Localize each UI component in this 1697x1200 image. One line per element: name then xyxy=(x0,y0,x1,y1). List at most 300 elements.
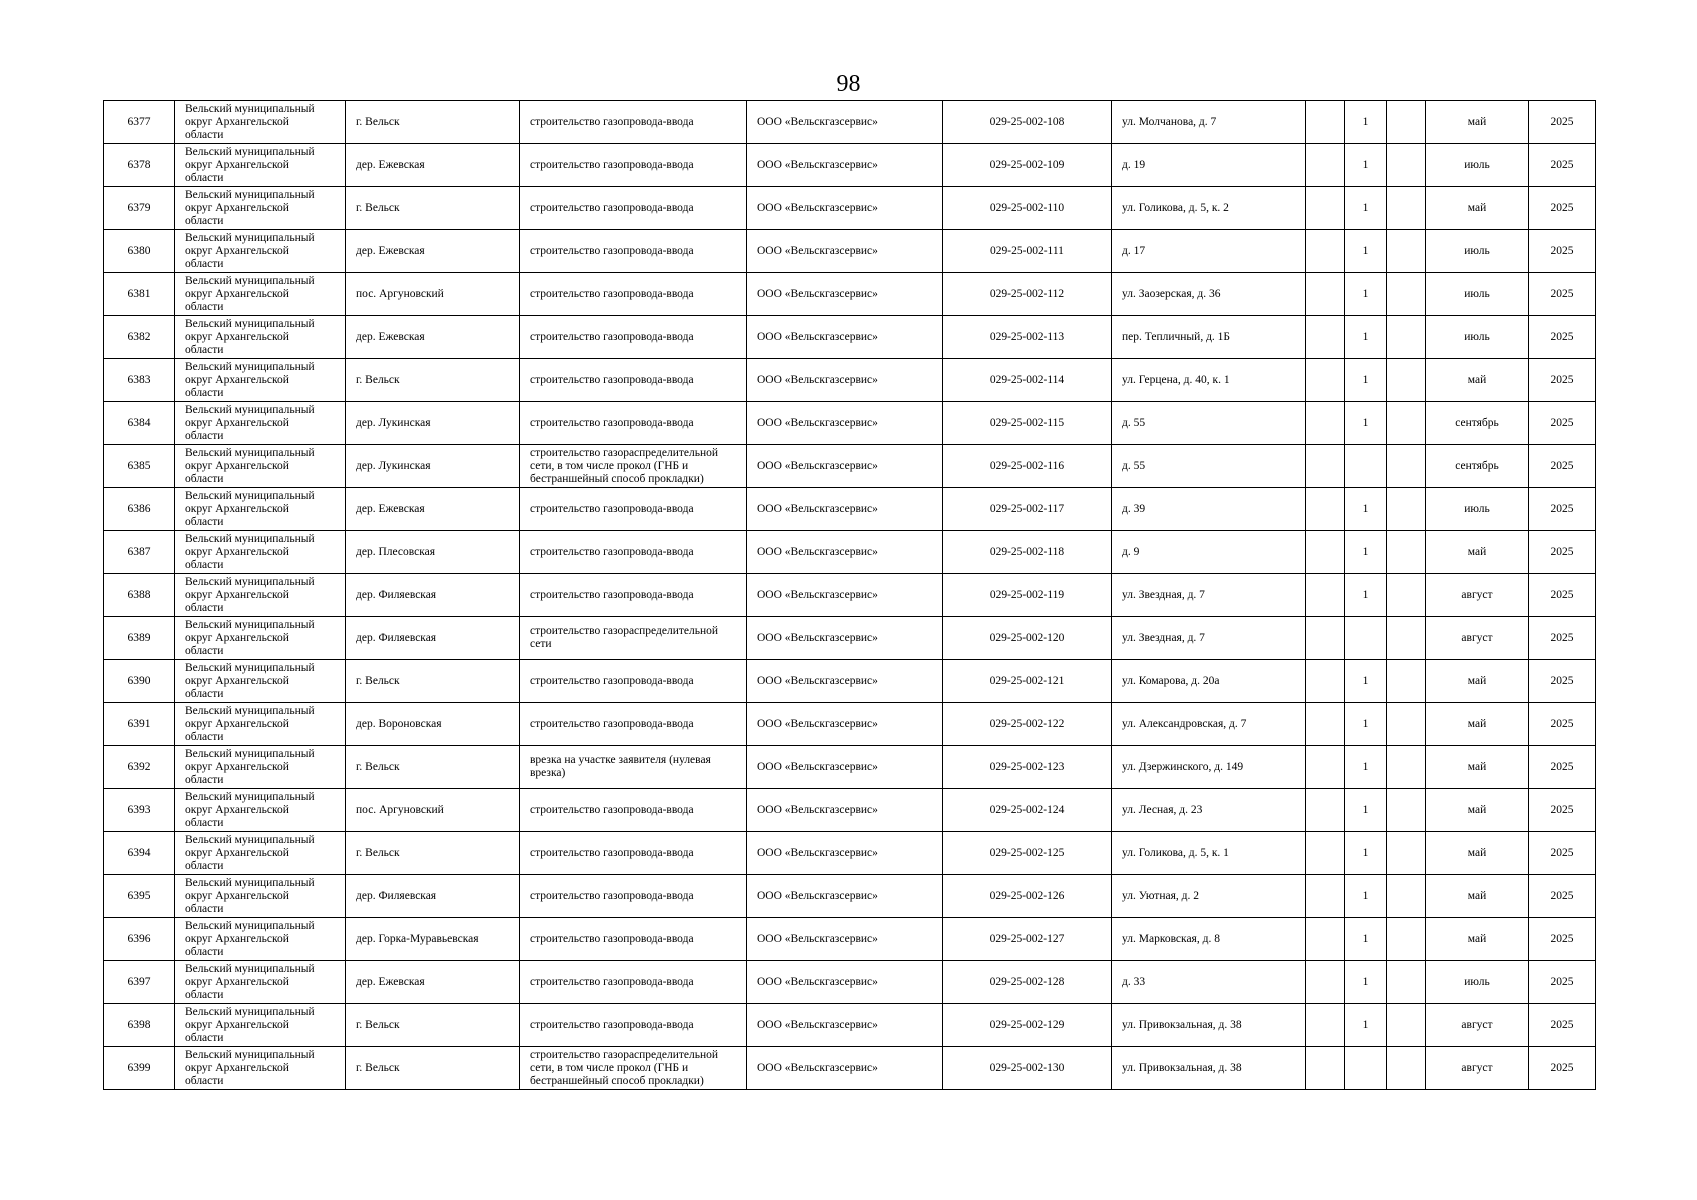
empty-cell xyxy=(1387,273,1426,316)
quantity-cell xyxy=(1345,1047,1387,1090)
district-cell xyxy=(175,961,346,1004)
row-number: 6381 xyxy=(104,273,175,316)
quantity-cell: 1 xyxy=(1345,574,1387,617)
district-line: Вельский муниципальный xyxy=(185,360,315,373)
district-line: округ Архангельской xyxy=(185,373,289,386)
table-row xyxy=(104,832,1596,875)
quantity-cell: 1 xyxy=(1345,961,1387,1004)
quantity-cell: 1 xyxy=(1345,832,1387,875)
code-cell: 029-25-002-117 xyxy=(943,488,1112,531)
district-line: Вельский муниципальный xyxy=(185,188,315,201)
table-row xyxy=(104,273,1596,316)
address-cell: д. 55 xyxy=(1112,445,1306,488)
year-cell: 2025 xyxy=(1529,273,1596,316)
row-number: 6398 xyxy=(104,1004,175,1047)
row-number: 6380 xyxy=(104,230,175,273)
district-cell xyxy=(175,832,346,875)
table-row xyxy=(104,187,1596,230)
registry-table xyxy=(103,100,1596,1090)
district-line: Вельский муниципальный xyxy=(185,704,315,717)
work-type-cell: строительство газопровода-ввода xyxy=(520,961,747,1004)
month-cell: май xyxy=(1426,359,1529,402)
district-line: области xyxy=(185,730,224,743)
district-line: области xyxy=(185,343,224,356)
organization-cell: ООО «Вельскгазсервис» xyxy=(747,359,943,402)
address-cell: ул. Привокзальная, д. 38 xyxy=(1112,1047,1306,1090)
year-cell: 2025 xyxy=(1529,488,1596,531)
month-cell: май xyxy=(1426,832,1529,875)
empty-cell xyxy=(1387,746,1426,789)
code-cell: 029-25-002-114 xyxy=(943,359,1112,402)
code-cell: 029-25-002-124 xyxy=(943,789,1112,832)
quantity-cell: 1 xyxy=(1345,789,1387,832)
settlement-cell: дер. Ежевская xyxy=(346,488,520,531)
month-cell: август xyxy=(1426,1004,1529,1047)
empty-cell xyxy=(1306,703,1345,746)
district-line: округ Архангельской xyxy=(185,201,289,214)
district-line: округ Архангельской xyxy=(185,158,289,171)
month-cell: май xyxy=(1426,746,1529,789)
settlement-cell: дер. Филяевская xyxy=(346,574,520,617)
month-cell: май xyxy=(1426,789,1529,832)
work-type-cell: строительство газопровода-ввода xyxy=(520,144,747,187)
year-cell: 2025 xyxy=(1529,746,1596,789)
district-line: округ Архангельской xyxy=(185,416,289,429)
district-line: Вельский муниципальный xyxy=(185,962,315,975)
year-cell: 2025 xyxy=(1529,316,1596,359)
row-number: 6386 xyxy=(104,488,175,531)
district-line: Вельский муниципальный xyxy=(185,102,315,115)
district-line: области xyxy=(185,816,224,829)
empty-cell xyxy=(1306,273,1345,316)
table-body xyxy=(104,101,1596,1090)
code-cell: 029-25-002-128 xyxy=(943,961,1112,1004)
organization-cell: ООО «Вельскгазсервис» xyxy=(747,789,943,832)
work-type-cell: строительство газопровода-ввода xyxy=(520,402,747,445)
row-number: 6383 xyxy=(104,359,175,402)
organization-cell: ООО «Вельскгазсервис» xyxy=(747,230,943,273)
month-cell: май xyxy=(1426,875,1529,918)
empty-cell xyxy=(1306,445,1345,488)
year-cell: 2025 xyxy=(1529,789,1596,832)
district-line: Вельский муниципальный xyxy=(185,575,315,588)
address-cell: ул. Заозерская, д. 36 xyxy=(1112,273,1306,316)
organization-cell: ООО «Вельскгазсервис» xyxy=(747,703,943,746)
code-cell: 029-25-002-109 xyxy=(943,144,1112,187)
organization-cell: ООО «Вельскгазсервис» xyxy=(747,875,943,918)
settlement-cell: пос. Аргуновский xyxy=(346,273,520,316)
organization-cell: ООО «Вельскгазсервис» xyxy=(747,918,943,961)
settlement-cell: г. Вельск xyxy=(346,660,520,703)
settlement-cell: дер. Ежевская xyxy=(346,316,520,359)
empty-cell xyxy=(1387,187,1426,230)
year-cell: 2025 xyxy=(1529,617,1596,660)
district-line: области xyxy=(185,214,224,227)
month-cell: май xyxy=(1426,918,1529,961)
settlement-cell: дер. Лукинская xyxy=(346,402,520,445)
work-type-cell: строительство газопровода-ввода xyxy=(520,918,747,961)
row-number: 6385 xyxy=(104,445,175,488)
organization-cell: ООО «Вельскгазсервис» xyxy=(747,531,943,574)
address-cell: д. 33 xyxy=(1112,961,1306,1004)
work-type-cell: строительство газопровода-ввода xyxy=(520,832,747,875)
settlement-cell: дер. Ежевская xyxy=(346,230,520,273)
district-cell xyxy=(175,101,346,144)
address-cell: ул. Александровская, д. 7 xyxy=(1112,703,1306,746)
district-cell xyxy=(175,488,346,531)
row-number: 6399 xyxy=(104,1047,175,1090)
district-cell xyxy=(175,359,346,402)
organization-cell: ООО «Вельскгазсервис» xyxy=(747,402,943,445)
row-number: 6382 xyxy=(104,316,175,359)
table-row xyxy=(104,789,1596,832)
settlement-cell: дер. Горка-Муравьевская xyxy=(346,918,520,961)
code-cell: 029-25-002-108 xyxy=(943,101,1112,144)
quantity-cell: 1 xyxy=(1345,187,1387,230)
table-row xyxy=(104,144,1596,187)
row-number: 6379 xyxy=(104,187,175,230)
district-line: Вельский муниципальный xyxy=(185,446,315,459)
row-number: 6388 xyxy=(104,574,175,617)
table-row xyxy=(104,617,1596,660)
empty-cell xyxy=(1306,488,1345,531)
row-number: 6391 xyxy=(104,703,175,746)
settlement-cell: дер. Лукинская xyxy=(346,445,520,488)
code-cell: 029-25-002-126 xyxy=(943,875,1112,918)
year-cell: 2025 xyxy=(1529,1004,1596,1047)
year-cell: 2025 xyxy=(1529,359,1596,402)
month-cell: май xyxy=(1426,531,1529,574)
year-cell: 2025 xyxy=(1529,187,1596,230)
district-cell xyxy=(175,445,346,488)
year-cell: 2025 xyxy=(1529,574,1596,617)
table-row xyxy=(104,359,1596,402)
empty-cell xyxy=(1387,1004,1426,1047)
district-cell xyxy=(175,316,346,359)
settlement-cell: г. Вельск xyxy=(346,746,520,789)
district-line: Вельский муниципальный xyxy=(185,489,315,502)
empty-cell xyxy=(1306,875,1345,918)
district-cell xyxy=(175,746,346,789)
empty-cell xyxy=(1306,789,1345,832)
quantity-cell: 1 xyxy=(1345,230,1387,273)
month-cell: май xyxy=(1426,187,1529,230)
work-type-cell: строительство газораспределительной сети xyxy=(520,617,747,660)
organization-cell: ООО «Вельскгазсервис» xyxy=(747,660,943,703)
month-cell: сентябрь xyxy=(1426,445,1529,488)
year-cell: 2025 xyxy=(1529,703,1596,746)
organization-cell: ООО «Вельскгазсервис» xyxy=(747,961,943,1004)
month-cell: сентябрь xyxy=(1426,402,1529,445)
empty-cell xyxy=(1306,1004,1345,1047)
organization-cell: ООО «Вельскгазсервис» xyxy=(747,1047,943,1090)
table-row xyxy=(104,746,1596,789)
empty-cell xyxy=(1387,359,1426,402)
empty-cell xyxy=(1306,574,1345,617)
district-cell xyxy=(175,1047,346,1090)
district-line: области xyxy=(185,945,224,958)
address-cell: ул. Марковская, д. 8 xyxy=(1112,918,1306,961)
settlement-cell: дер. Вороновская xyxy=(346,703,520,746)
district-line: Вельский муниципальный xyxy=(185,1005,315,1018)
empty-cell xyxy=(1387,918,1426,961)
year-cell: 2025 xyxy=(1529,875,1596,918)
district-line: области xyxy=(185,773,224,786)
district-cell xyxy=(175,703,346,746)
district-line: области xyxy=(185,472,224,485)
empty-cell xyxy=(1387,144,1426,187)
month-cell: май xyxy=(1426,101,1529,144)
address-cell: ул. Звездная, д. 7 xyxy=(1112,574,1306,617)
empty-cell xyxy=(1306,316,1345,359)
code-cell: 029-25-002-115 xyxy=(943,402,1112,445)
address-cell: ул. Голикова, д. 5, к. 1 xyxy=(1112,832,1306,875)
month-cell: июль xyxy=(1426,144,1529,187)
district-line: округ Архангельской xyxy=(185,1018,289,1031)
district-line: области xyxy=(185,171,224,184)
address-cell: ул. Герцена, д. 40, к. 1 xyxy=(1112,359,1306,402)
work-type-cell: строительство газопровода-ввода xyxy=(520,1004,747,1047)
table-row xyxy=(104,101,1596,144)
row-number: 6393 xyxy=(104,789,175,832)
address-cell: д. 9 xyxy=(1112,531,1306,574)
work-type-cell: строительство газопровода-ввода xyxy=(520,703,747,746)
row-number: 6395 xyxy=(104,875,175,918)
year-cell: 2025 xyxy=(1529,144,1596,187)
district-line: Вельский муниципальный xyxy=(185,618,315,631)
table-row xyxy=(104,531,1596,574)
organization-cell: ООО «Вельскгазсервис» xyxy=(747,187,943,230)
quantity-cell: 1 xyxy=(1345,660,1387,703)
row-number: 6378 xyxy=(104,144,175,187)
district-line: округ Архангельской xyxy=(185,588,289,601)
work-type-cell: строительство газопровода-ввода xyxy=(520,359,747,402)
year-cell: 2025 xyxy=(1529,230,1596,273)
row-number: 6377 xyxy=(104,101,175,144)
district-line: округ Архангельской xyxy=(185,975,289,988)
year-cell: 2025 xyxy=(1529,832,1596,875)
address-cell: д. 19 xyxy=(1112,144,1306,187)
district-line: области xyxy=(185,644,224,657)
table-row xyxy=(104,703,1596,746)
district-cell xyxy=(175,1004,346,1047)
row-number: 6394 xyxy=(104,832,175,875)
table-row xyxy=(104,961,1596,1004)
work-type-cell: строительство газопровода-ввода xyxy=(520,101,747,144)
empty-cell xyxy=(1387,875,1426,918)
month-cell: август xyxy=(1426,617,1529,660)
district-line: области xyxy=(185,515,224,528)
quantity-cell: 1 xyxy=(1345,746,1387,789)
settlement-cell: г. Вельск xyxy=(346,359,520,402)
month-cell: май xyxy=(1426,703,1529,746)
address-cell: ул. Привокзальная, д. 38 xyxy=(1112,1004,1306,1047)
work-type-cell: строительство газопровода-ввода xyxy=(520,316,747,359)
address-cell: ул. Молчанова, д. 7 xyxy=(1112,101,1306,144)
district-cell xyxy=(175,230,346,273)
empty-cell xyxy=(1306,230,1345,273)
work-type-cell: строительство газопровода-ввода xyxy=(520,488,747,531)
work-type-cell: врезка на участке заявителя (нулевая врезка) xyxy=(520,746,747,789)
district-line: округ Архангельской xyxy=(185,889,289,902)
code-cell: 029-25-002-123 xyxy=(943,746,1112,789)
address-cell: д. 55 xyxy=(1112,402,1306,445)
year-cell: 2025 xyxy=(1529,531,1596,574)
year-cell: 2025 xyxy=(1529,101,1596,144)
quantity-cell: 1 xyxy=(1345,101,1387,144)
district-line: области xyxy=(185,859,224,872)
settlement-cell: дер. Филяевская xyxy=(346,617,520,660)
table-row xyxy=(104,230,1596,273)
district-line: Вельский муниципальный xyxy=(185,747,315,760)
empty-cell xyxy=(1306,660,1345,703)
table-row xyxy=(104,402,1596,445)
work-type-cell: строительство газопровода-ввода xyxy=(520,660,747,703)
work-type-cell: строительство газопровода-ввода xyxy=(520,531,747,574)
empty-cell xyxy=(1387,230,1426,273)
district-cell xyxy=(175,574,346,617)
district-line: области xyxy=(185,300,224,313)
district-cell xyxy=(175,187,346,230)
district-cell xyxy=(175,617,346,660)
empty-cell xyxy=(1306,531,1345,574)
district-line: Вельский муниципальный xyxy=(185,833,315,846)
empty-cell xyxy=(1387,660,1426,703)
district-cell xyxy=(175,660,346,703)
code-cell: 029-25-002-130 xyxy=(943,1047,1112,1090)
work-type-cell: строительство газораспределительной сети, в том числе прокол (ГНБ и бестраншейный способ прокладки) xyxy=(520,445,747,488)
quantity-cell: 1 xyxy=(1345,1004,1387,1047)
organization-cell: ООО «Вельскгазсервис» xyxy=(747,101,943,144)
table-row xyxy=(104,574,1596,617)
month-cell: август xyxy=(1426,1047,1529,1090)
quantity-cell xyxy=(1345,617,1387,660)
district-line: области xyxy=(185,1031,224,1044)
table-row xyxy=(104,1047,1596,1090)
settlement-cell: дер. Ежевская xyxy=(346,144,520,187)
district-cell xyxy=(175,918,346,961)
code-cell: 029-25-002-113 xyxy=(943,316,1112,359)
code-cell: 029-25-002-116 xyxy=(943,445,1112,488)
organization-cell: ООО «Вельскгазсервис» xyxy=(747,832,943,875)
empty-cell xyxy=(1306,1047,1345,1090)
district-line: Вельский муниципальный xyxy=(185,1048,315,1061)
empty-cell xyxy=(1306,402,1345,445)
table-row xyxy=(104,1004,1596,1047)
empty-cell xyxy=(1306,144,1345,187)
address-cell: ул. Комарова, д. 20а xyxy=(1112,660,1306,703)
organization-cell: ООО «Вельскгазсервис» xyxy=(747,316,943,359)
empty-cell xyxy=(1306,617,1345,660)
address-cell: ул. Звездная, д. 7 xyxy=(1112,617,1306,660)
row-number: 6387 xyxy=(104,531,175,574)
month-cell: июль xyxy=(1426,273,1529,316)
district-cell xyxy=(175,402,346,445)
year-cell: 2025 xyxy=(1529,402,1596,445)
code-cell: 029-25-002-111 xyxy=(943,230,1112,273)
quantity-cell: 1 xyxy=(1345,359,1387,402)
table-row xyxy=(104,316,1596,359)
row-number: 6396 xyxy=(104,918,175,961)
empty-cell xyxy=(1387,531,1426,574)
district-line: области xyxy=(185,429,224,442)
quantity-cell: 1 xyxy=(1345,531,1387,574)
district-line: округ Архангельской xyxy=(185,803,289,816)
district-line: округ Архангельской xyxy=(185,287,289,300)
district-line: округ Архангельской xyxy=(185,115,289,128)
quantity-cell: 1 xyxy=(1345,875,1387,918)
settlement-cell: г. Вельск xyxy=(346,101,520,144)
district-line: Вельский муниципальный xyxy=(185,274,315,287)
work-type-cell: строительство газораспределительной сети, в том числе прокол (ГНБ и бестраншейный способ прокладки) xyxy=(520,1047,747,1090)
district-line: области xyxy=(185,687,224,700)
settlement-cell: дер. Ежевская xyxy=(346,961,520,1004)
year-cell: 2025 xyxy=(1529,961,1596,1004)
district-line: округ Архангельской xyxy=(185,502,289,515)
address-cell: пер. Тепличный, д. 1Б xyxy=(1112,316,1306,359)
year-cell: 2025 xyxy=(1529,1047,1596,1090)
district-line: области xyxy=(185,902,224,915)
organization-cell: ООО «Вельскгазсервис» xyxy=(747,574,943,617)
row-number: 6392 xyxy=(104,746,175,789)
district-line: Вельский муниципальный xyxy=(185,919,315,932)
district-line: области xyxy=(185,1074,224,1087)
address-cell: д. 17 xyxy=(1112,230,1306,273)
code-cell: 029-25-002-121 xyxy=(943,660,1112,703)
row-number: 6397 xyxy=(104,961,175,1004)
quantity-cell: 1 xyxy=(1345,402,1387,445)
empty-cell xyxy=(1306,918,1345,961)
settlement-cell: пос. Аргуновский xyxy=(346,789,520,832)
empty-cell xyxy=(1387,101,1426,144)
year-cell: 2025 xyxy=(1529,660,1596,703)
district-cell xyxy=(175,144,346,187)
quantity-cell: 1 xyxy=(1345,918,1387,961)
address-cell: ул. Лесная, д. 23 xyxy=(1112,789,1306,832)
district-line: Вельский муниципальный xyxy=(185,317,315,330)
code-cell: 029-25-002-119 xyxy=(943,574,1112,617)
district-line: округ Архангельской xyxy=(185,244,289,257)
empty-cell xyxy=(1387,402,1426,445)
code-cell: 029-25-002-110 xyxy=(943,187,1112,230)
district-cell xyxy=(175,531,346,574)
district-line: округ Архангельской xyxy=(185,932,289,945)
work-type-cell: строительство газопровода-ввода xyxy=(520,789,747,832)
district-line: Вельский муниципальный xyxy=(185,532,315,545)
table-row xyxy=(104,660,1596,703)
district-line: округ Архангельской xyxy=(185,717,289,730)
code-cell: 029-25-002-120 xyxy=(943,617,1112,660)
district-line: округ Архангельской xyxy=(185,760,289,773)
district-line: области xyxy=(185,257,224,270)
settlement-cell: дер. Плесовская xyxy=(346,531,520,574)
district-line: округ Архангельской xyxy=(185,1061,289,1074)
work-type-cell: строительство газопровода-ввода xyxy=(520,187,747,230)
work-type-cell: строительство газопровода-ввода xyxy=(520,273,747,316)
quantity-cell xyxy=(1345,445,1387,488)
month-cell: июль xyxy=(1426,961,1529,1004)
district-line: Вельский муниципальный xyxy=(185,145,315,158)
empty-cell xyxy=(1387,789,1426,832)
work-type-cell: строительство газопровода-ввода xyxy=(520,875,747,918)
quantity-cell: 1 xyxy=(1345,703,1387,746)
empty-cell xyxy=(1387,445,1426,488)
code-cell: 029-25-002-122 xyxy=(943,703,1112,746)
address-cell: ул. Дзержинского, д. 149 xyxy=(1112,746,1306,789)
organization-cell: ООО «Вельскгазсервис» xyxy=(747,1004,943,1047)
code-cell: 029-25-002-125 xyxy=(943,832,1112,875)
month-cell: июль xyxy=(1426,488,1529,531)
